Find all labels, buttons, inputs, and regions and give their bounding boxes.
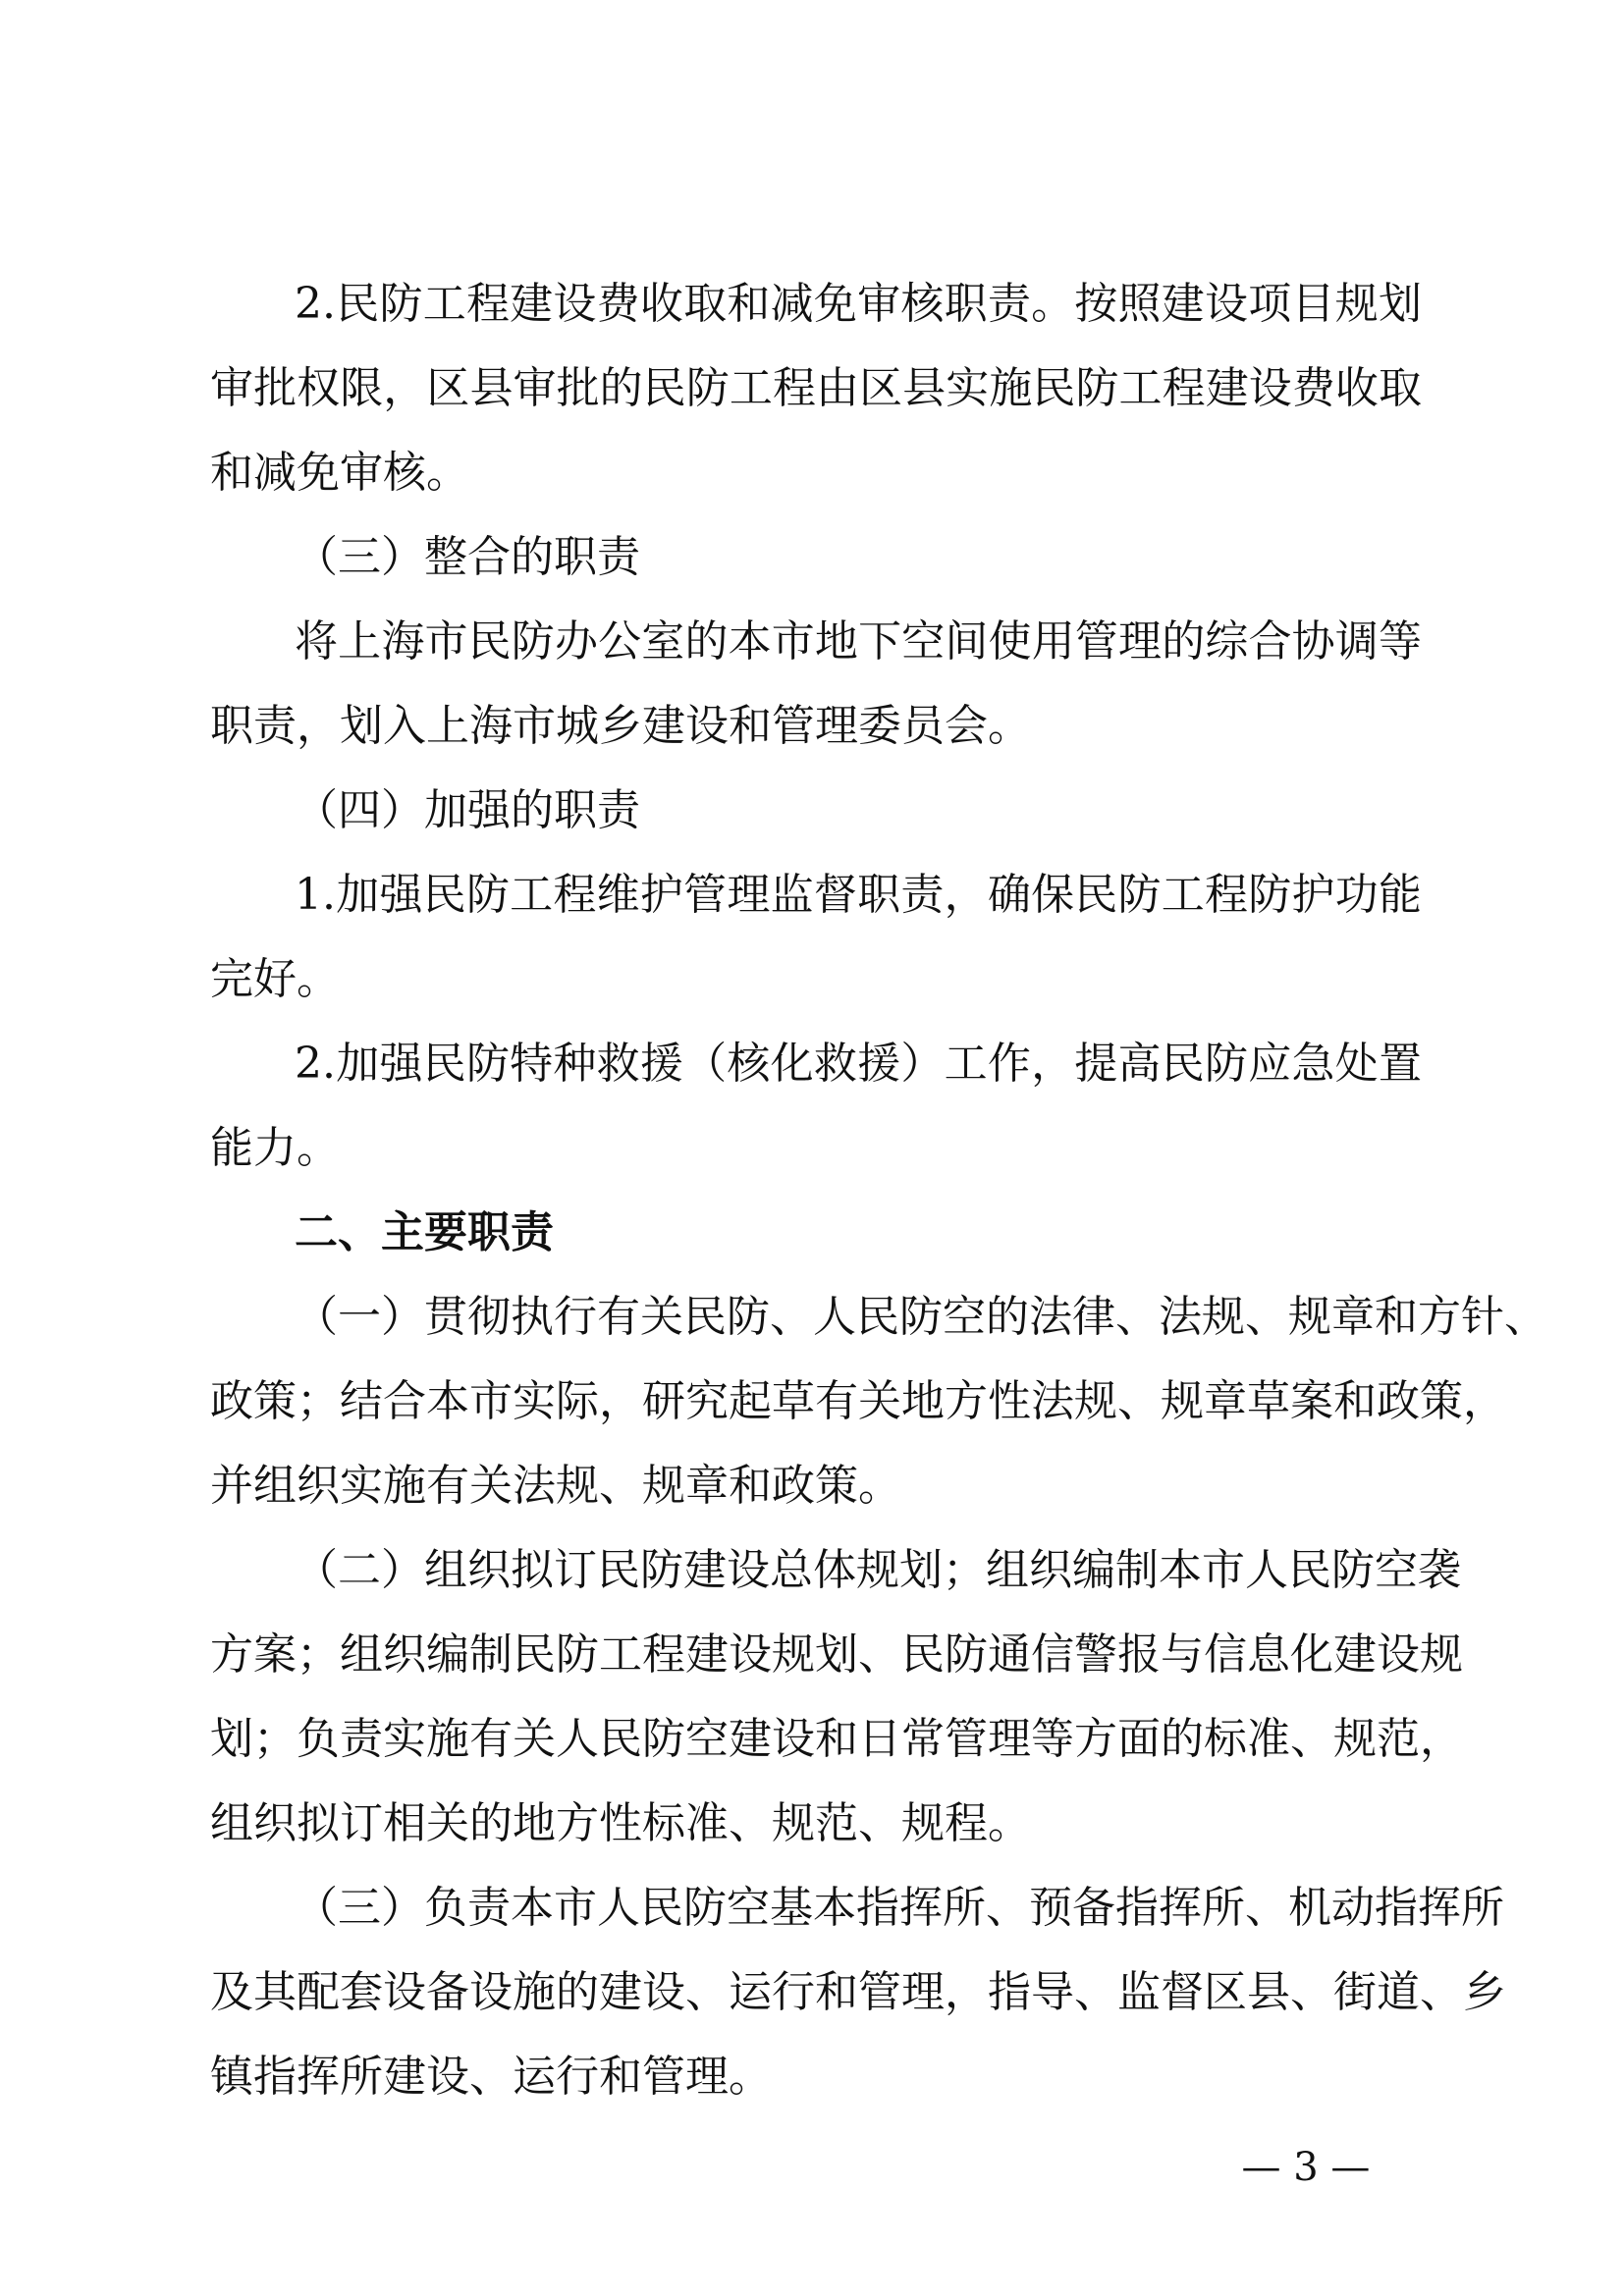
paragraph-line: 镇指挥所建设、运行和管理。 — [210, 2052, 772, 2102]
paragraph-line: 1.加强民防工程维护管理监督职责，确保民防工程防护功能 — [295, 870, 1422, 920]
paragraph-line: 和减免审核。 — [210, 448, 469, 498]
paragraph-line: 2.民防工程建设费收取和减免审核职责。按照建设项目规划 — [295, 279, 1422, 329]
paragraph-line: 方案；组织编制民防工程建设规划、民防通信警报与信息化建设规 — [210, 1629, 1463, 1680]
main-section-heading: 二、主要职责 — [295, 1207, 554, 1257]
paragraph-line: 审批权限，区县审批的民防工程由区县实施民防工程建设费收取 — [210, 363, 1422, 413]
paragraph-line: 2.加强民防特种救援（核化救援）工作，提高民防应急处置 — [295, 1039, 1422, 1089]
paragraph-line: 及其配套设备设施的建设、运行和管理，指导、监督区县、街道、乡 — [210, 1967, 1506, 2017]
paragraph-line: 职责，划入上海市城乡建设和管理委员会。 — [210, 701, 1031, 751]
paragraph-line: 并组织实施有关法规、规章和政策。 — [210, 1461, 901, 1511]
paragraph-line: 划；负责实施有关人民防空建设和日常管理等方面的标准、规范， — [210, 1714, 1463, 1764]
paragraph-line: 能力。 — [210, 1123, 340, 1173]
paragraph-line: （一）贯彻执行有关民防、人民防空的法律、法规、规章和方针、 — [295, 1292, 1547, 1342]
paragraph-line: 政策；结合本市实际，研究起草有关地方性法规、规章草案和政策， — [210, 1376, 1506, 1426]
section-heading: （三）整合的职责 — [295, 532, 640, 582]
page-number: — 3 — — [1241, 2145, 1371, 2190]
paragraph-line: （二）组织拟订民防建设总体规划；组织编制本市人民防空袭 — [295, 1545, 1461, 1595]
paragraph-line: 将上海市民防办公室的本市地下空间使用管理的综合协调等 — [295, 616, 1422, 667]
section-heading: （四）加强的职责 — [295, 785, 640, 835]
paragraph-line: （三）负责本市人民防空基本指挥所、预备指挥所、机动指挥所 — [295, 1883, 1504, 1933]
paragraph-line: 组织拟订相关的地方性标准、规范、规程。 — [210, 1798, 1031, 1848]
paragraph-line: 完好。 — [210, 954, 340, 1004]
